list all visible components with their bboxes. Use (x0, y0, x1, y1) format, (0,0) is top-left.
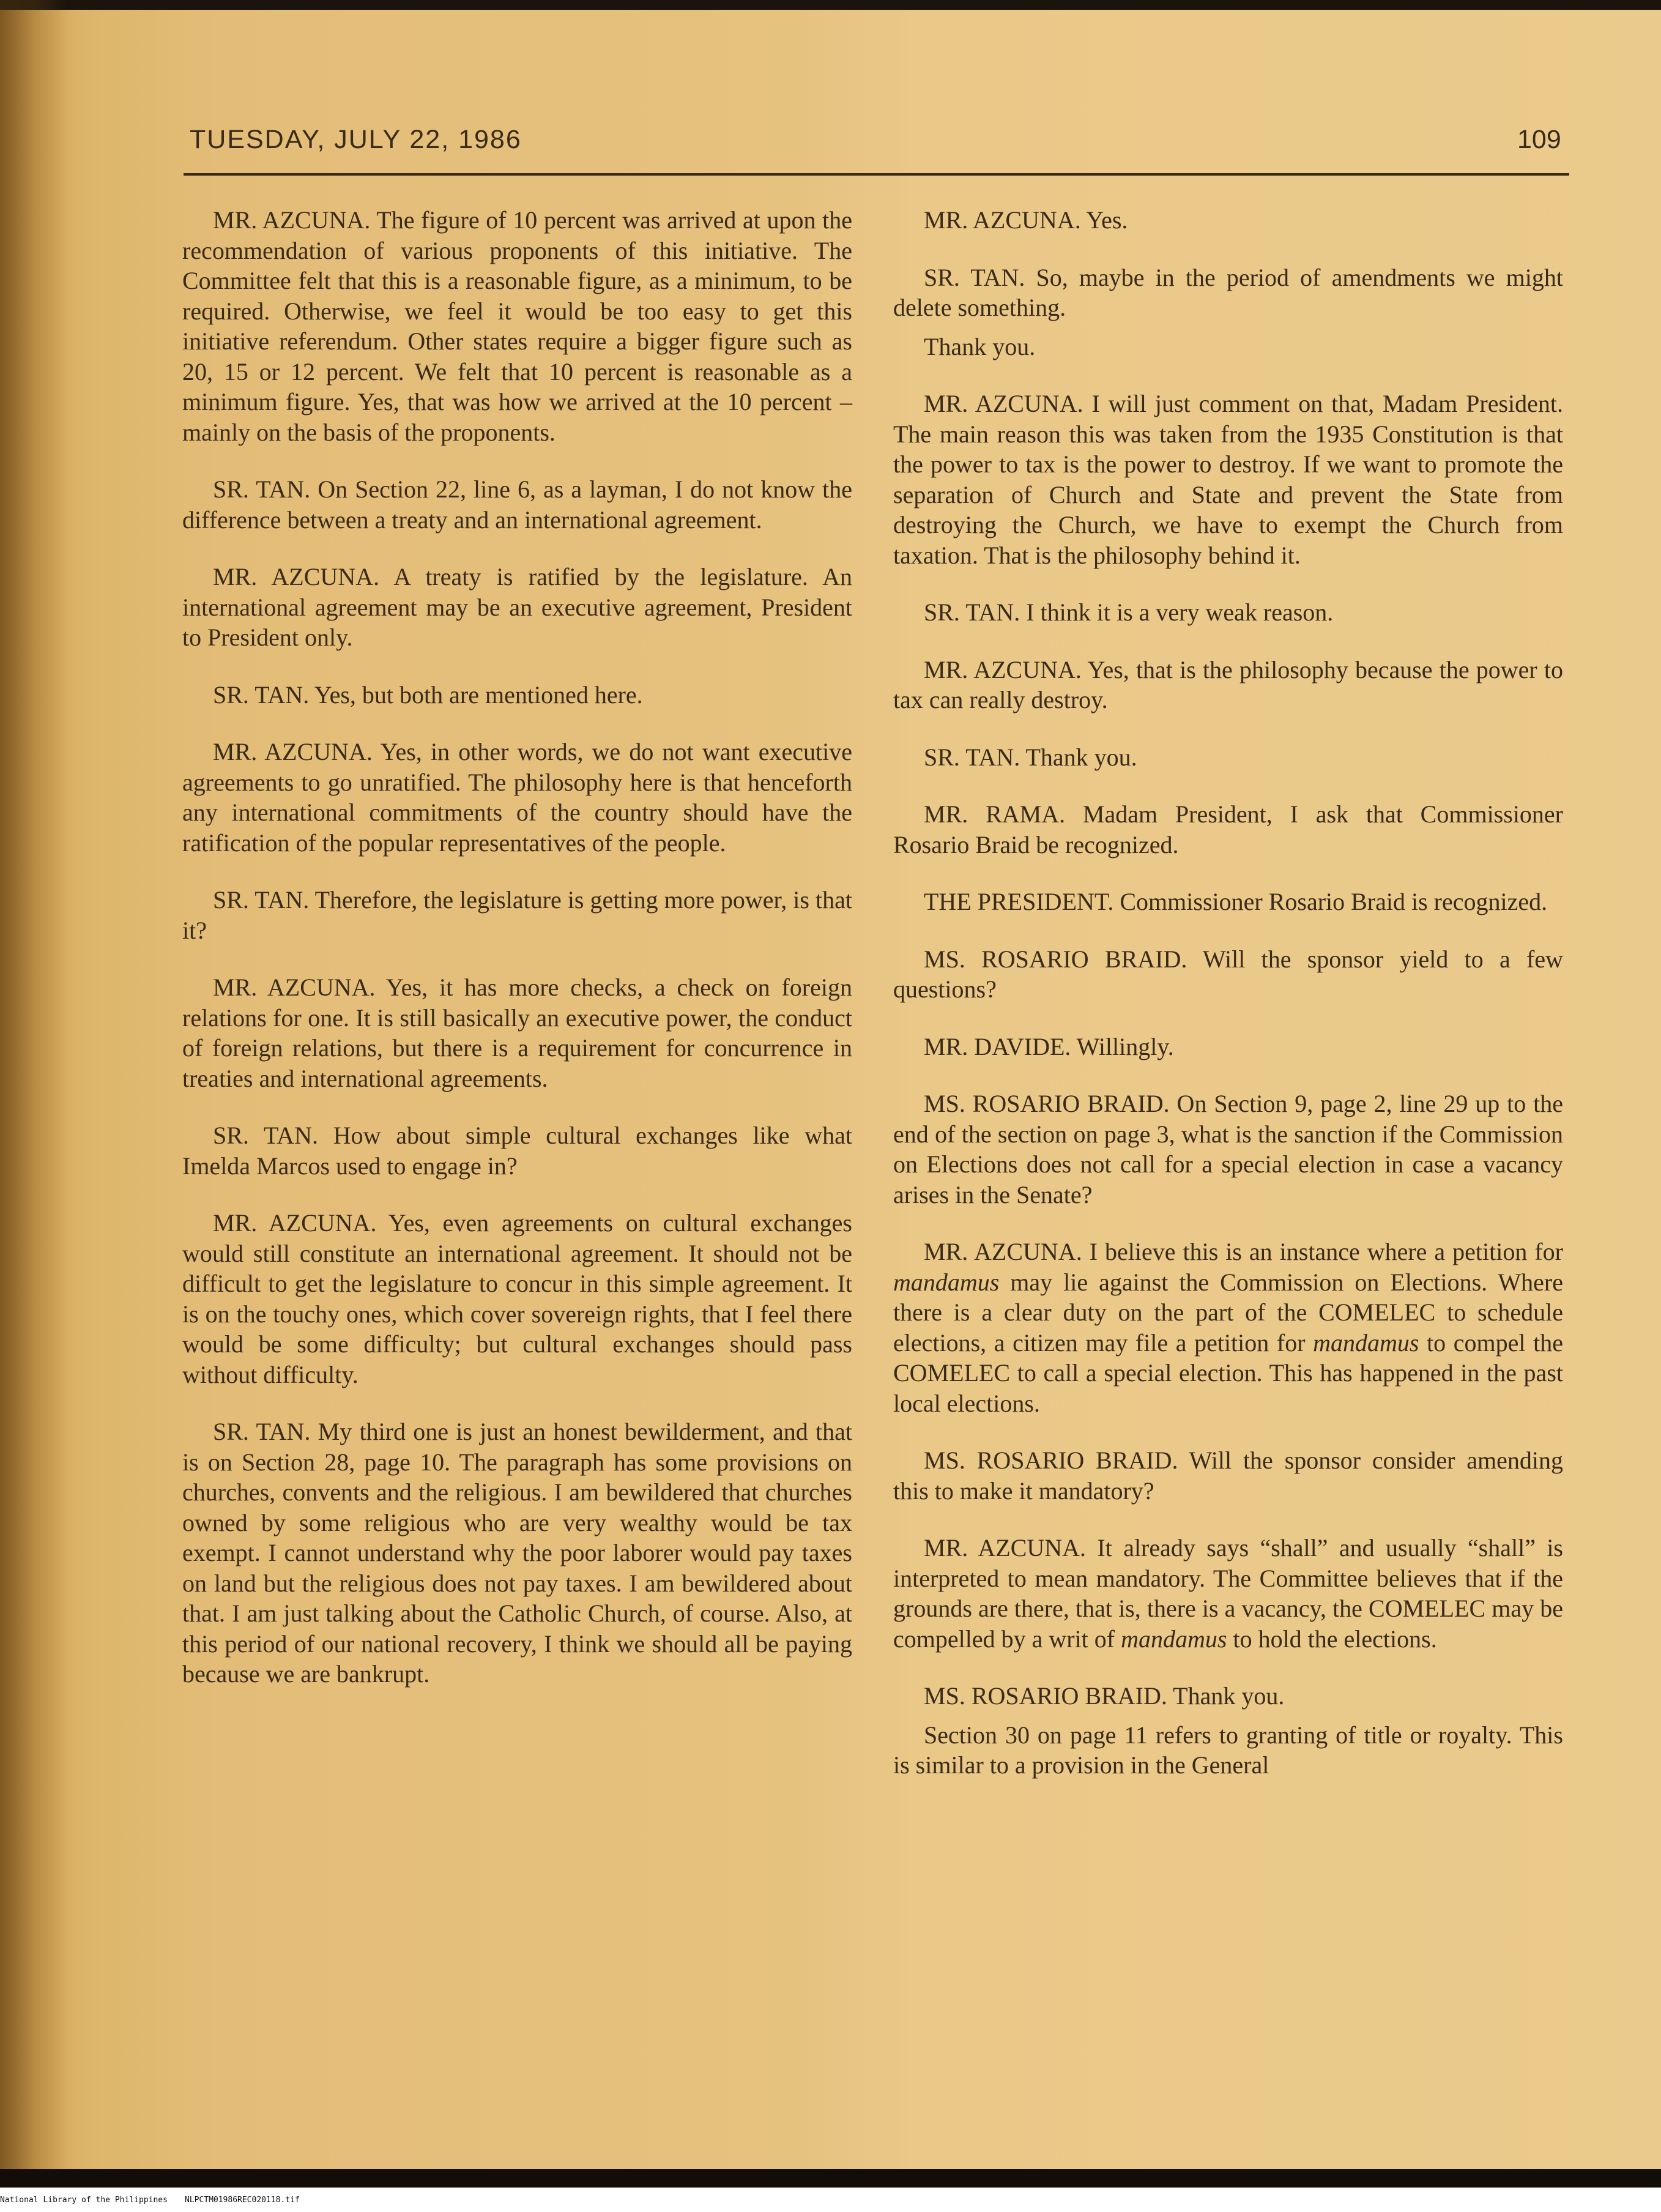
paragraph: MR. AZCUNA. Yes, that is the philosophy because the power to tax can really destroy. (893, 655, 1563, 713)
scan-top-edge (0, 0, 1661, 10)
paragraph: MS. ROSARIO BRAID. Will the sponsor yield to a few questions? (893, 945, 1563, 1003)
paragraph: SR. TAN. Therefore, the legislature is getting more power, is that it? (182, 886, 852, 944)
footer-file-id: NLPCTM01986REC020118.tif (184, 2195, 300, 2205)
book-spine-shadow (0, 0, 67, 2178)
italic-term: mandamus (893, 1268, 1000, 1296)
paragraph: MS. ROSARIO BRAID. Will the sponsor consider amending this to make it mandatory? (893, 1447, 1563, 1505)
paragraph (893, 1237, 1563, 1418)
paragraph: SR. TAN. On Section 22, line 6, as a layman, I do not know the difference between a treaty and an international agreement. (182, 475, 852, 534)
running-header-date: TUESDAY, JULY 22, 1986 (190, 125, 522, 154)
footer-library: National Library of the Philippines (0, 2195, 168, 2205)
paragraph (893, 1533, 1563, 1654)
right-column (893, 205, 1563, 1781)
paragraph: SR. TAN. I think it is a very weak reason. (924, 598, 1334, 626)
left-column (182, 205, 852, 1689)
text-run: to compel the COMELEC to call a special election. This has happened in the past local elections. (893, 1328, 1563, 1417)
text-run: MR. AZCUNA. It already says “shall” and usually “shall” is interpreted to mean mandatory. The Committee believes that if the grounds are there, that is, there is a vacancy, the COMELEC may be compelled by a writ of (893, 1534, 1563, 1653)
text-run: MR. AZCUNA. I believe this is an instance where a petition for (924, 1238, 1563, 1265)
paragraph: MR. AZCUNA. A treaty is ratified by the legislature. An international agreement may be an executive agreement, President to President only. (182, 563, 852, 651)
paragraph: MR. AZCUNA. The figure of 10 percent was arrived at upon the recommendation of various proponents of this initiative. The Committee felt that this is a reasonable figure, as a minimum, to be required. Otherwise, we feel it would be too easy to get this initiative referendum. Other states require a bigger figure such as 20, 15 or 12 percent. We felt that 10 percent is reasonable as a minimum figure. Yes, that was how we arrived at the 10 percent – mainly on the basis of the proponents. (182, 206, 852, 446)
paragraph: SR. TAN. So, maybe in the period of amendments we might delete something. (893, 263, 1563, 321)
paragraph: THE PRESIDENT. Commissioner Rosario Braid is recognized. (924, 888, 1548, 915)
paragraph: MR. AZCUNA. Yes. (924, 206, 1128, 234)
paragraph: MS. ROSARIO BRAID. On Section 9, page 2, line 29 up to the end of the section on page 3, what is the sanction if the Commission on Elections does not call for a special election in case a vacancy arises in the Senate? (893, 1090, 1563, 1208)
text-run: may lie against the Commission on Elections. Where there is a clear duty on the part of the COMELEC to schedule elections, a citizen may file a petition for (893, 1268, 1563, 1357)
paragraph: MR. AZCUNA. Yes, in other words, we do not want executive agreements to go unratified. The philosophy here is that henceforth any international commitments of the country should have the ratification of the popular representatives of the people. (182, 738, 852, 857)
italic-term: mandamus (1313, 1328, 1419, 1357)
paragraph: SR. TAN. Thank you. (924, 743, 1137, 771)
paragraph: SR. TAN. How about simple cultural exchanges like what Imelda Marcos used to engage in? (182, 1122, 852, 1180)
paragraph: MR. DAVIDE. Willingly. (924, 1032, 1174, 1060)
paragraph: SR. TAN. My third one is just an honest bewilderment, and that is on Section 28, page 10. The paragraph has some provisions on churches, convents and the religious. I am bewildered that churches owned by some religious who are very wealthy would be tax exempt. I cannot understand why the poor laborer would pay taxes on land but the religious does not pay taxes. I am bewildered about that. I am just talking about the Catholic Church, of course. Also, at this period of our national recovery, I think we should all be paying because we are bankrupt. (182, 1418, 852, 1688)
paragraph: MR. AZCUNA. Yes, it has more checks, a check on foreign relations for one. It is still basically an executive power, the conduct of foreign relations, but there is a requirement for concurrence in treaties and international agreements. (182, 974, 852, 1092)
header-rule (184, 173, 1569, 176)
text-run: to hold the elections. (1227, 1625, 1437, 1653)
paragraph: Thank you. (924, 332, 1036, 360)
paragraph: Section 30 on page 11 refers to granting of title or royalty. This is similar to a provision in the General (893, 1721, 1563, 1779)
scan-bottom-edge (0, 2169, 1661, 2188)
paragraph: MR. RAMA. Madam President, I ask that Commissioner Rosario Braid be recognized. (893, 800, 1563, 858)
italic-term: mandamus (1121, 1625, 1227, 1653)
scan-footer (0, 2195, 317, 2205)
page-number: 109 (1517, 125, 1561, 154)
paragraph: MR. AZCUNA. I will just comment on that, Madam President. The main reason this was taken from the 1935 Constitution is that the power to tax is the power to destroy. If we want to promote the separation of Church and State and prevent the State from destroying the Church, we have to exempt the Church from taxation. That is the philosophy behind it. (893, 390, 1563, 569)
paragraph: MR. AZCUNA. Yes, even agreements on cultural exchanges would still constitute an international agreement. It should not be difficult to get the legislature to concur in this simple agreement. It is on the touchy ones, which cover sovereign rights, that I feel there would be some difficulty; but cultural exchanges should pass without difficulty. (182, 1209, 852, 1388)
paragraph: SR. TAN. Yes, but both are mentioned here. (213, 680, 643, 709)
paragraph: MS. ROSARIO BRAID. Thank you. (924, 1682, 1285, 1710)
